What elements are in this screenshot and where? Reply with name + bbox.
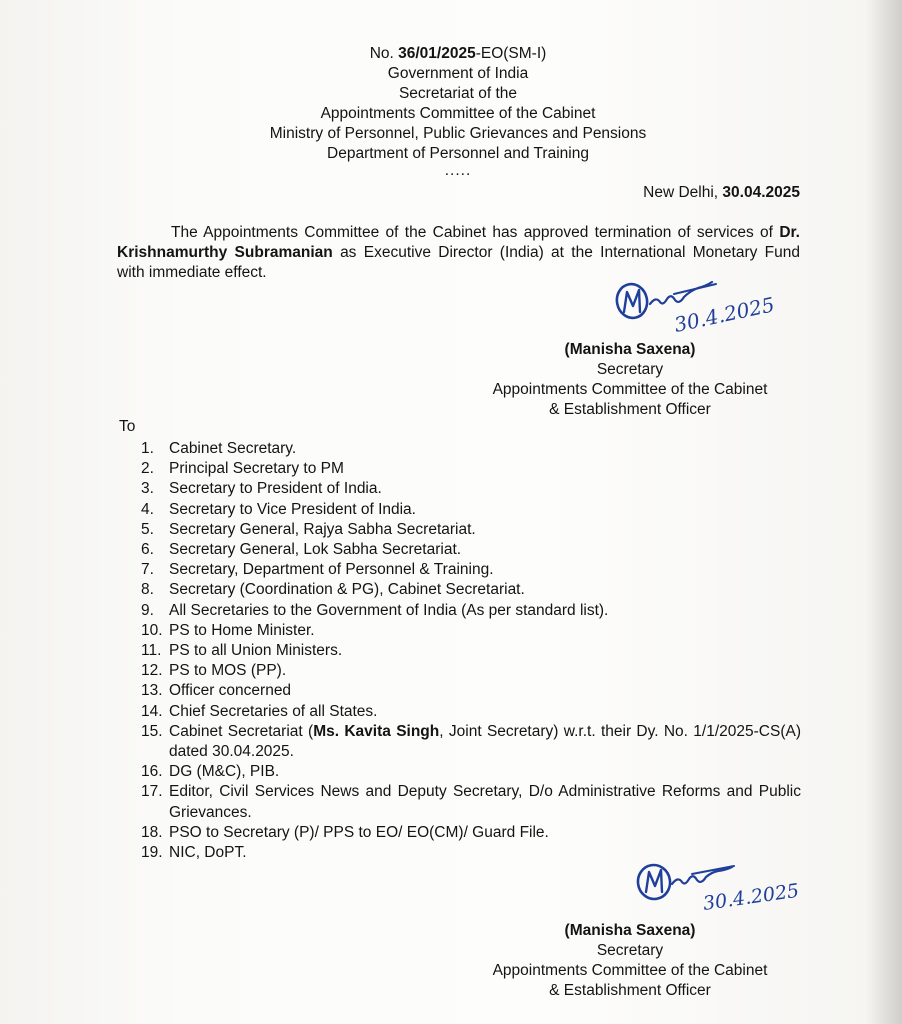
- header-line-3: Appointments Committee of the Cabinet: [320, 105, 596, 122]
- header-line-2: Secretariat of the: [398, 85, 518, 102]
- recipient-number: 13.: [141, 682, 163, 700]
- recipient-item: [141, 580, 801, 600]
- recipient-text: Cabinet Secretariat (Ms. Kavita Singh, Joint Secretary) w.r.t. their Dy. No. 1/1/2025-CS(A) dated 30.04.2025.: [169, 722, 801, 761]
- recipient-item: [141, 762, 801, 782]
- header-line-4: Ministry of Personnel, Public Grievances and Pensions: [269, 125, 647, 142]
- recipient-item: [141, 681, 801, 701]
- header-line-5: Department of Personnel and Training: [327, 145, 589, 162]
- signatory-designation: Secretary: [596, 361, 664, 378]
- recipient-item: [141, 459, 801, 479]
- signatory-name: (Manisha Saxena): [564, 341, 696, 358]
- signatory-block-bottom: [460, 921, 800, 1001]
- signatory-designation-bottom: Secretary: [596, 942, 664, 959]
- recipient-text: Officer concerned: [169, 682, 292, 700]
- signatory-office-2: & Establishment Officer: [549, 401, 711, 418]
- recipient-text: PSO to Secretary (P)/ PPS to EO/ EO(CM)/ Guard File.: [169, 823, 549, 841]
- recipient-item: [141, 601, 801, 621]
- signatory-office: Appointments Committee of the Cabinet: [492, 381, 768, 398]
- recipient-number: 19.: [141, 844, 163, 862]
- recipient-text: Secretary, Department of Personnel & Training.: [169, 561, 494, 579]
- recipient-text: DG (M&C), PIB.: [169, 763, 280, 781]
- recipient-item: [141, 641, 801, 661]
- signatory-block-top: [460, 340, 800, 420]
- signatory-office-2-bottom: & Establishment Officer: [549, 982, 711, 999]
- recipient-text: PS to MOS (PP).: [169, 662, 287, 680]
- recipient-item: [141, 520, 801, 540]
- svg-text:30.4.2025: 30.4.2025: [701, 879, 801, 915]
- recipient-text: NIC, DoPT.: [169, 844, 247, 862]
- recipient-text: Secretary General, Lok Sabha Secretariat.: [169, 541, 462, 559]
- recipient-number: 9.: [141, 601, 154, 619]
- recipient-number: 1.: [141, 440, 154, 457]
- recipient-text: Secretary (Coordination & PG), Cabinet Secretariat.: [169, 581, 525, 599]
- recipient-number: 16.: [141, 763, 163, 781]
- recipient-text: Secretary to Vice President of India.: [169, 500, 416, 518]
- recipient-number: 6.: [141, 541, 154, 559]
- recipient-item: [141, 560, 801, 580]
- recipient-number: 18.: [141, 823, 163, 841]
- recipient-item: [141, 823, 801, 843]
- recipient-text: PS to Home Minister.: [169, 621, 315, 639]
- recipient-number: 11.: [141, 642, 162, 660]
- to-label: To: [119, 418, 136, 435]
- recipient-text: Secretary to President of India.: [169, 480, 382, 498]
- recipient-number: 15.: [141, 722, 163, 740]
- recipient-number: 8.: [141, 581, 154, 599]
- recipient-item: [141, 661, 801, 681]
- recipient-item: [141, 500, 801, 520]
- svg-text:30.4.2025: 30.4.2025: [672, 292, 777, 337]
- handwritten-signature-bottom: [632, 852, 832, 920]
- recipient-number: 17.: [141, 783, 163, 801]
- recipient-item: [141, 782, 801, 822]
- recipient-text: Cabinet Secretary.: [169, 440, 297, 457]
- recipient-item: [141, 621, 801, 641]
- recipient-text: Chief Secretaries of all States.: [169, 702, 378, 720]
- recipient-item: [141, 702, 801, 722]
- recipient-number: 14.: [141, 702, 163, 720]
- officer-name: Dr. Krishnamurthy Subramanian: [117, 224, 800, 261]
- recipient-text: PS to all Union Ministers.: [169, 642, 343, 660]
- order-body: The Appointments Committee of the Cabinet has approved termination of services of Dr. Krishnamurthy Subramanian as Executive Director (India) at the International Monetary Fund with immediate effect.: [117, 224, 800, 281]
- recipient-list: [141, 439, 801, 863]
- recipient-item: [141, 722, 801, 762]
- signatory-office-bottom: Appointments Committee of the Cabinet: [492, 962, 768, 979]
- recipient-item: [141, 439, 801, 459]
- handwritten-signature: [612, 270, 822, 338]
- order-number: No. 36/01/2025-EO(SM-I): [369, 45, 547, 62]
- recipient-item: [141, 540, 801, 560]
- signatory-name-bottom: (Manisha Saxena): [564, 922, 696, 939]
- place-date: New Delhi, 30.04.2025: [643, 184, 800, 201]
- recipient-text: Editor, Civil Services News and Deputy Secretary, D/o Administrative Reforms and Public Grievances.: [169, 783, 801, 821]
- recipient-number: 2.: [141, 460, 154, 478]
- recipient-number: 7.: [141, 561, 154, 579]
- recipient-number: 12.: [141, 662, 163, 680]
- recipient-number: 3.: [141, 480, 154, 498]
- letter-header: [0, 44, 902, 178]
- recipient-number: 4.: [141, 500, 154, 518]
- recipient-item: [141, 479, 801, 499]
- recipient-number: 10.: [141, 621, 163, 639]
- recipient-text: All Secretaries to the Government of India (As per standard list).: [169, 601, 609, 619]
- recipient-text: Secretary General, Rajya Sabha Secretariat.: [169, 520, 476, 538]
- header-separator: .....: [444, 162, 472, 179]
- recipient-text: Principal Secretary to PM: [169, 460, 344, 478]
- recipient-number: 5.: [141, 520, 154, 538]
- header-line-1: Government of India: [387, 65, 529, 82]
